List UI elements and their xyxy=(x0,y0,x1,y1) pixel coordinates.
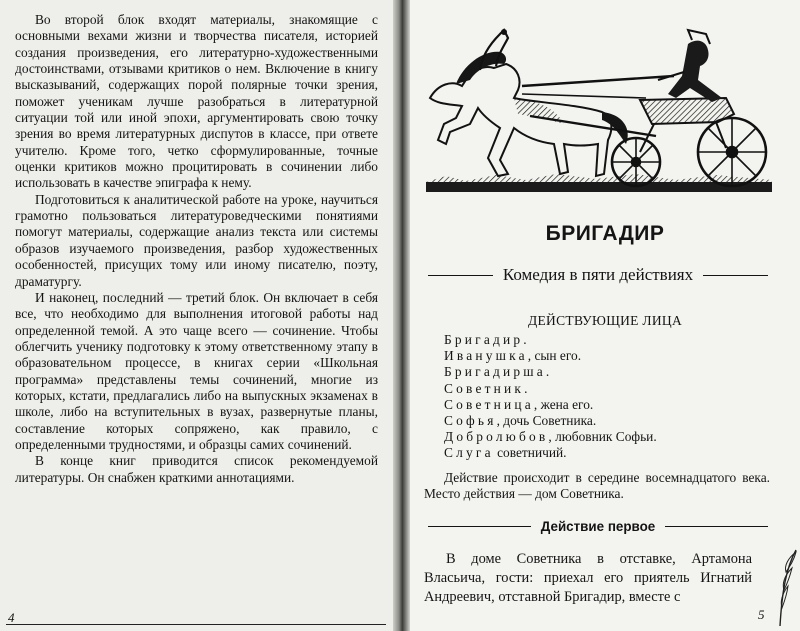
cast-heading: ДЕЙСТВУЮЩИЕ ЛИЦА xyxy=(528,313,682,328)
act-heading: Действие первое xyxy=(540,519,656,534)
cast-desc: , любовник Софьи. xyxy=(548,429,657,445)
cast-desc: , сын его. xyxy=(527,348,582,364)
horse-carriage-engraving-icon xyxy=(426,24,772,200)
cast-name: Советник xyxy=(444,380,525,396)
cast-desc: . xyxy=(545,364,550,380)
bottom-rule xyxy=(6,624,386,625)
paragraph: Во второй блок входят материалы, знакомящие с основными вехами жизни и творчества писателя, историей создания произведения, его литературно-художественными достоинствами, отзывами критиков о нем. Включение в книгу высказываний, содержащих порой полярные точки зрения, поможет ученикам лучше разобраться в литературной ситуации той или иной эпохи, аргументировать свою точку зрения во время литературных диспутов в классе, при ответе учителю. Кроме того, четко сформулированные, точные оценки критиков можно процитировать в сочинении либо использовать в качестве эпиграфа к нему. xyxy=(15,12,378,191)
cast-name: Советница xyxy=(444,396,534,412)
subtitle-rule-left xyxy=(428,275,493,276)
list-item xyxy=(444,364,657,380)
list-item xyxy=(444,348,657,364)
list-item xyxy=(444,381,657,397)
cast-name: Иванушка xyxy=(444,348,528,364)
paragraph: И наконец, последний — третий блок. Он включает в себя все, что необходимо для выполнения итоговой работы над определенной темой. А это чаще всего — сочинение. Чтобы облегчить ученику подготовку к этому ответственному этапу в образовательном процессе, в книгах серии «Школьная программа» представлены темы сочинений, многие из которых, кстати, предлагались либо на выпускных экзаменах в школе, либо на вступительных в вузах, развернутые планы, составление которых сопряжено, как правило, с определенными трудностями, и образцы самих сочинений. xyxy=(15,289,378,452)
book-spine xyxy=(393,0,410,631)
cast-desc: советничий. xyxy=(493,445,567,461)
setting-text: Действие происходит в середине восемнадцатого века. Место действия — дом Советника. xyxy=(424,470,770,502)
cast-desc: , дочь Советника. xyxy=(496,413,597,429)
left-page-text xyxy=(15,12,378,486)
left-page xyxy=(0,0,393,631)
cast-desc: . xyxy=(523,332,527,347)
cast-desc: . xyxy=(524,380,528,396)
play-subtitle: Комедия в пяти действиях xyxy=(502,265,694,284)
list-item xyxy=(444,429,657,445)
cast-desc: , жена его. xyxy=(533,396,594,412)
paragraph: Подготовиться к аналитической работе на уроке, научиться грамотно пользоваться литературоведческими понятиями помогут материалы, содержащие анализ текста или системы образов изучаемого произведения, разбор художественных особенностей, присущих тому или иному писателю, поэту, драматургу. xyxy=(15,191,378,289)
cast-name: Бригадир xyxy=(444,332,524,347)
paragraph: В конце книг приводится список рекомендуемой литературы. Он снабжен краткими аннотациями. xyxy=(15,453,378,485)
list-item xyxy=(444,413,657,429)
act-rule-right xyxy=(665,526,768,527)
cast-name: Добролюбов xyxy=(444,429,549,445)
list-item xyxy=(444,397,657,413)
act-heading-row xyxy=(428,519,768,534)
play-title: БРИГАДИР xyxy=(545,222,665,245)
list-item xyxy=(444,445,657,461)
page-number-right: 5 xyxy=(758,607,765,622)
act-rule-left xyxy=(428,526,531,527)
subtitle-row xyxy=(428,265,768,285)
cast-list xyxy=(444,332,657,462)
cast-name: Бригадирша xyxy=(444,364,546,380)
page-number-left: 4 xyxy=(8,610,15,625)
subtitle-rule-right xyxy=(703,275,768,276)
cast-name: Слуга xyxy=(444,445,494,461)
opening-text: В доме Советника в отставке, Артамона Власьича, гости: приехал его приятель Игнатий Андреевич, отставной Бригадир, вместе с xyxy=(424,551,752,605)
cast-name: Софья xyxy=(444,413,497,429)
list-item xyxy=(444,332,657,348)
quill-feather-icon xyxy=(776,548,800,628)
